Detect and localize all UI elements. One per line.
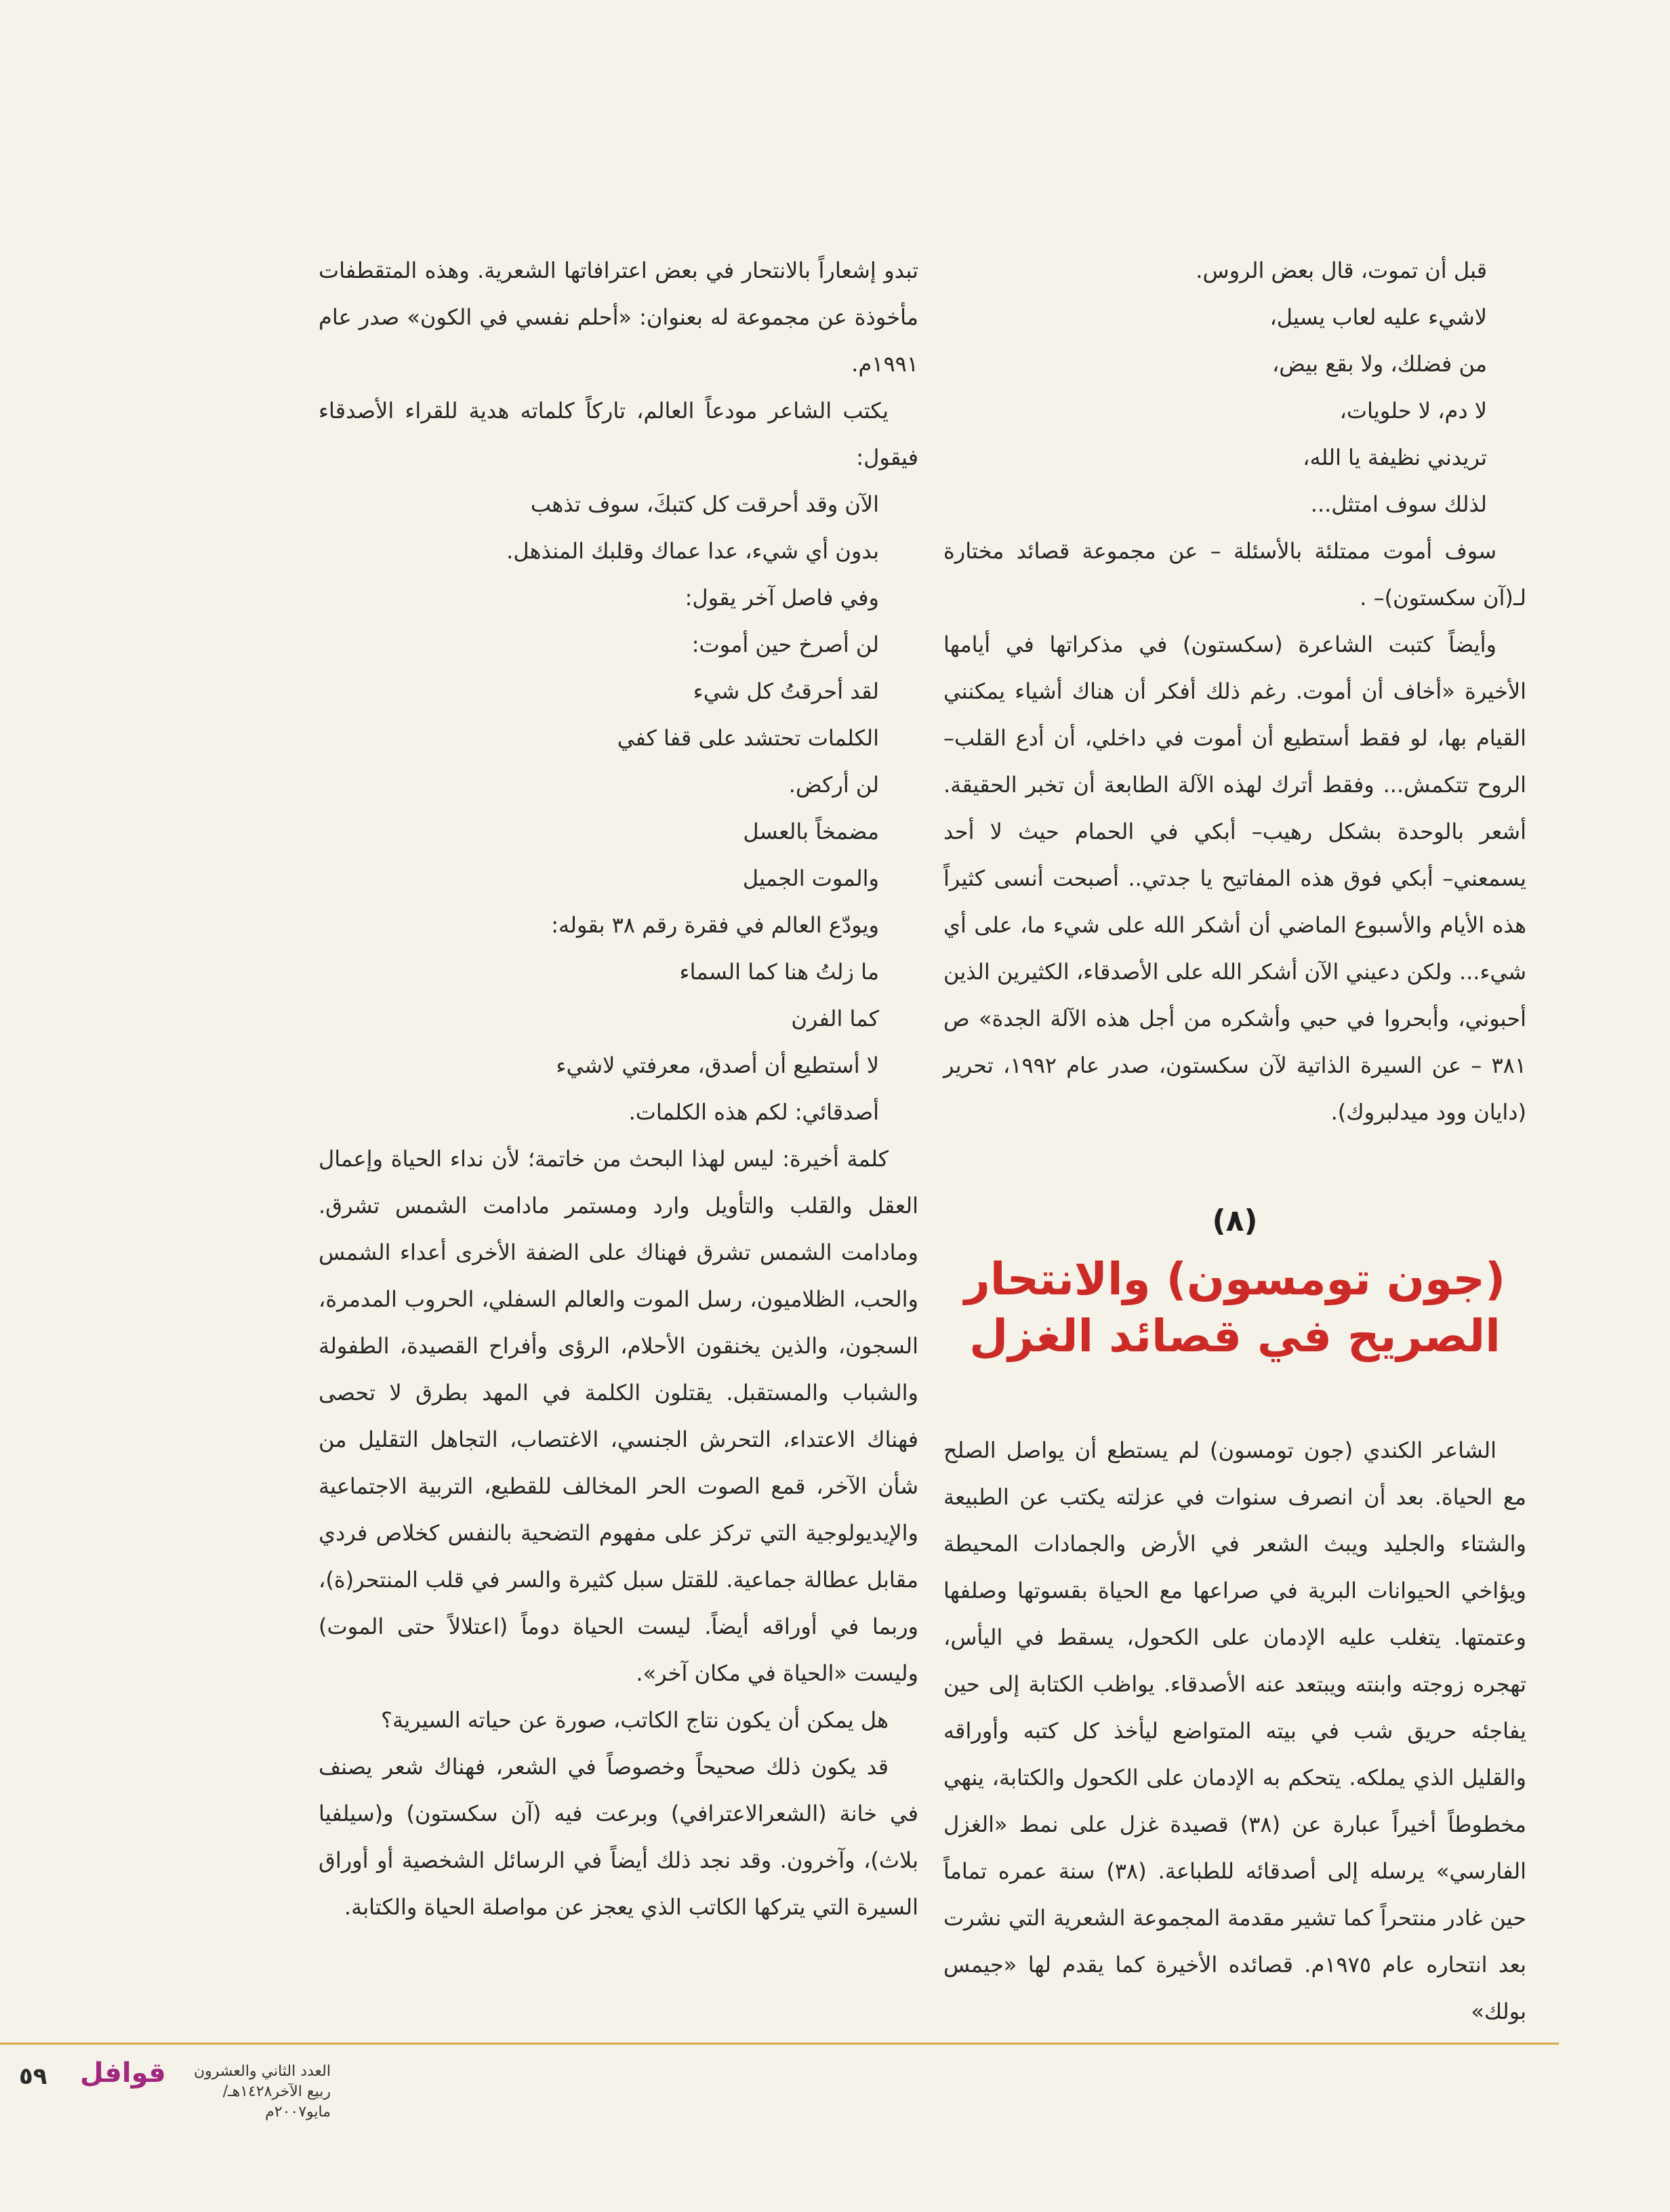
verse-line: كما الفرن [791,1006,879,1031]
body-paragraph: وأيضاً كتبت الشاعرة (سكستون) في مذكراتها في أيامها الأخيرة «أخاف أن أموت. رغم ذلك أفكر أن هناك أشياء يمكنني القيام بها، لو فقط أستطيع أن أموت في داخلي، أن أدع القلب– الروح تتكمش... وفقط أترك لهذه الآلة الطابعة أن تخبر الحقيقة. أشعر بالوحدة بشكل رهيب– أبكي في الحمام حيث لا أحد يسمعني– أبكي فوق هذه المفاتيح يا جدتي.. أصبحت أنسى كثيراً هذه الأيام والأسبوع الماضي أن أشكر الله على شيء ما، على أي شيء... ولكن دعيني الآن أشكر الله على الأصدقاء، الكثيرين الذين أحبوني، وأبحروا في حبي وأشكره من أجل هذه الآلة الجدة» ص ٣٨١ – عن السيرة الذاتية لآن سكستون، صدر عام ١٩٩٢، تحرير (دايان وود ميدلبروك). [943,632,1527,1125]
right-column [943,247,1526,2035]
issue-number: العدد الثاني والعشرون [194,2063,331,2080]
page-number: ٥٩ [19,2063,47,2090]
magazine-logo: قوافل [80,2057,166,2089]
page-footer [0,2056,339,2124]
body-paragraph: تبدو إشعاراً بالانتحار في بعض اعترافاتها الشعرية. وهذه المتقطفات مأخوذة عن مجموعة له بعنوان: «أحلم نفسي في الكون» صدر عام ١٩٩١م. [319,258,918,377]
left-column [319,247,918,1931]
body-paragraph: يكتب الشاعر مودعاً العالم، تاركاً كلماته هدية للقراء الأصدقاء فيقول: [319,398,918,470]
verse-line: من فضلك، ولا بقع بيض، [1271,351,1487,377]
body-paragraph: الشاعر الكندي (جون تومسون) لم يستطع أن يواصل الصلح مع الحياة. بعد أن انصرف سنوات في عزلته يكتب عن الطبيعة والشتاء والجليد ويبث الشعر في الأرض والجمادات المحيطة ويؤاخي الحيوانات البرية في صراعها مع الحياة بقسوتها وصلفها وعتمتها. يتغلب عليه الإدمان على الكحول، يسقط في اليأس، تهجره زوجته وابنته ويبتعد عنه الأصدقاء. يواظب الكتابة إلى حين يفاجئه حريق شب في بيته المتواضع ليأخذ كل كتبه وأوراقه والقليل الذي يملكه. يتحكم به الإدمان على الكحول والكتابة، ينهي مخطوطاً أخيراً عبارة عن (٣٨) قصيدة غزل على نمط «الغزل الفارسي» يرسله إلى أصدقائه للطباعة. (٣٨) سنة عمره تماماً حين غادر منتحراً كما تشير مقدمة المجموعة الشعرية التي نشرت بعد انتحاره عام ١٩٧٥م. قصائده الأخيرة كما يقدم لها «جيمس بولك» [943,1437,1527,2024]
section-title-line: الصريح في قصائد الغزل [969,1310,1501,1362]
body-paragraph: قد يكون ذلك صحيحاً وخصوصاً في الشعر، فهناك شعر يصنف في خانة (الشعرالاعترافي) وبرعت فيه (آن سكستون) و(سيلفيا بلاث)، وآخرون. وقد نجد ذلك أيضاً في الرسائل الشخصية أو أوراق السيرة التي يتركها الكاتب الذي يعجز عن مواصلة الحياة والكتابة. [319,1754,918,1920]
issue-date: ربيع الآخر١٤٢٨هـ/مايو٢٠٠٧م [222,2083,331,2121]
section-title [943,1251,1526,1365]
verse-line: ويودّع العالم في فقرة رقم ٣٨ بقوله: [551,912,879,938]
verse-line: لن أصرخ حين أموت: [691,632,879,657]
verse-line: لذلك سوف امتثل... [1310,491,1487,517]
section-number: (٨) [1212,1204,1258,1238]
verse-line: وفي فاصل آخر يقول: [685,585,879,611]
verse-line: والموت الجميل [742,865,879,891]
footer-rule [0,2043,1559,2045]
body-paragraph: هل يمكن أن يكون نتاج الكاتب، صورة عن حياته السيرية؟ [381,1707,889,1733]
verse-line: لا دم، لا حلويات، [1339,398,1487,424]
verse-line: لاشيء عليه لعاب يسيل، [1269,304,1487,330]
verse-line: ما زلتُ هنا كما السماء [679,959,879,985]
verse-line: لقد أحرقتُ كل شيء [693,678,879,704]
verse-line: مضمخاً بالعسل [743,819,879,844]
verse-line: لا أستطيع أن أصدق، معرفتي لاشيء [556,1052,879,1078]
verse-line: الآن وقد أحرقت كل كتبكَ، سوف تذهب [530,491,879,517]
verse-line: قبل أن تموت، قال بعض الروس. [1196,258,1487,283]
verse-line: الكلمات تحتشد على قفا كفي [617,725,879,751]
verse-line: تريدني نظيفة يا الله، [1303,445,1487,470]
verse-line: بدون أي شيء، عدا عماك وقلبك المنذهل. [506,538,879,564]
body-paragraph: كلمة أخيرة: ليس لهذا البحث من خاتمة؛ لأن نداء الحياة وإعمال العقل والقلب والتأويل وارد ومستمر مادامت الشمس تشرق. ومادامت الشمس تشرق فهناك على الضفة الأخرى أعداء الشمس والحب، الظلاميون، رسل الموت والعالم السفلي، الحروب المدمرة، السجون، والذين يخنقون الأحلام، الرؤى وأفراح القصيدة، الطفولة والشباب والمستقبل. يقتلون الكلمة في المهد بطرق لا تحصى فهناك الاعتداء، التحرش الجنسي، الاغتصاب، التجاهل التقليل من شأن الآخر، قمع الصوت الحر المخالف للقطيع، التربية الاجتماعية والإيديولوجية التي تركز على مفهوم التضحية بالنفس كخلاص فردي مقابل عطالة جماعية. للقتل سبل كثيرة والسر في قلب المنتحر(ة)، وربما في أوراقه أيضاً. ليست الحياة دوماً (اعتلالاً حتى الموت) وليست «الحياة في مكان آخر». [319,1146,918,1686]
body-paragraph: سوف أموت ممتلئة بالأسئلة – عن مجموعة قصائد مختارة لـ(آن سكستون)– . [943,538,1526,611]
issue-info [161,2062,331,2123]
verse-line: أصدقائي: لكم هذه الكلمات. [628,1099,879,1125]
section-title-line: (جون تومسون) والانتحار [964,1253,1506,1305]
verse-line: لن أركض. [788,772,879,798]
